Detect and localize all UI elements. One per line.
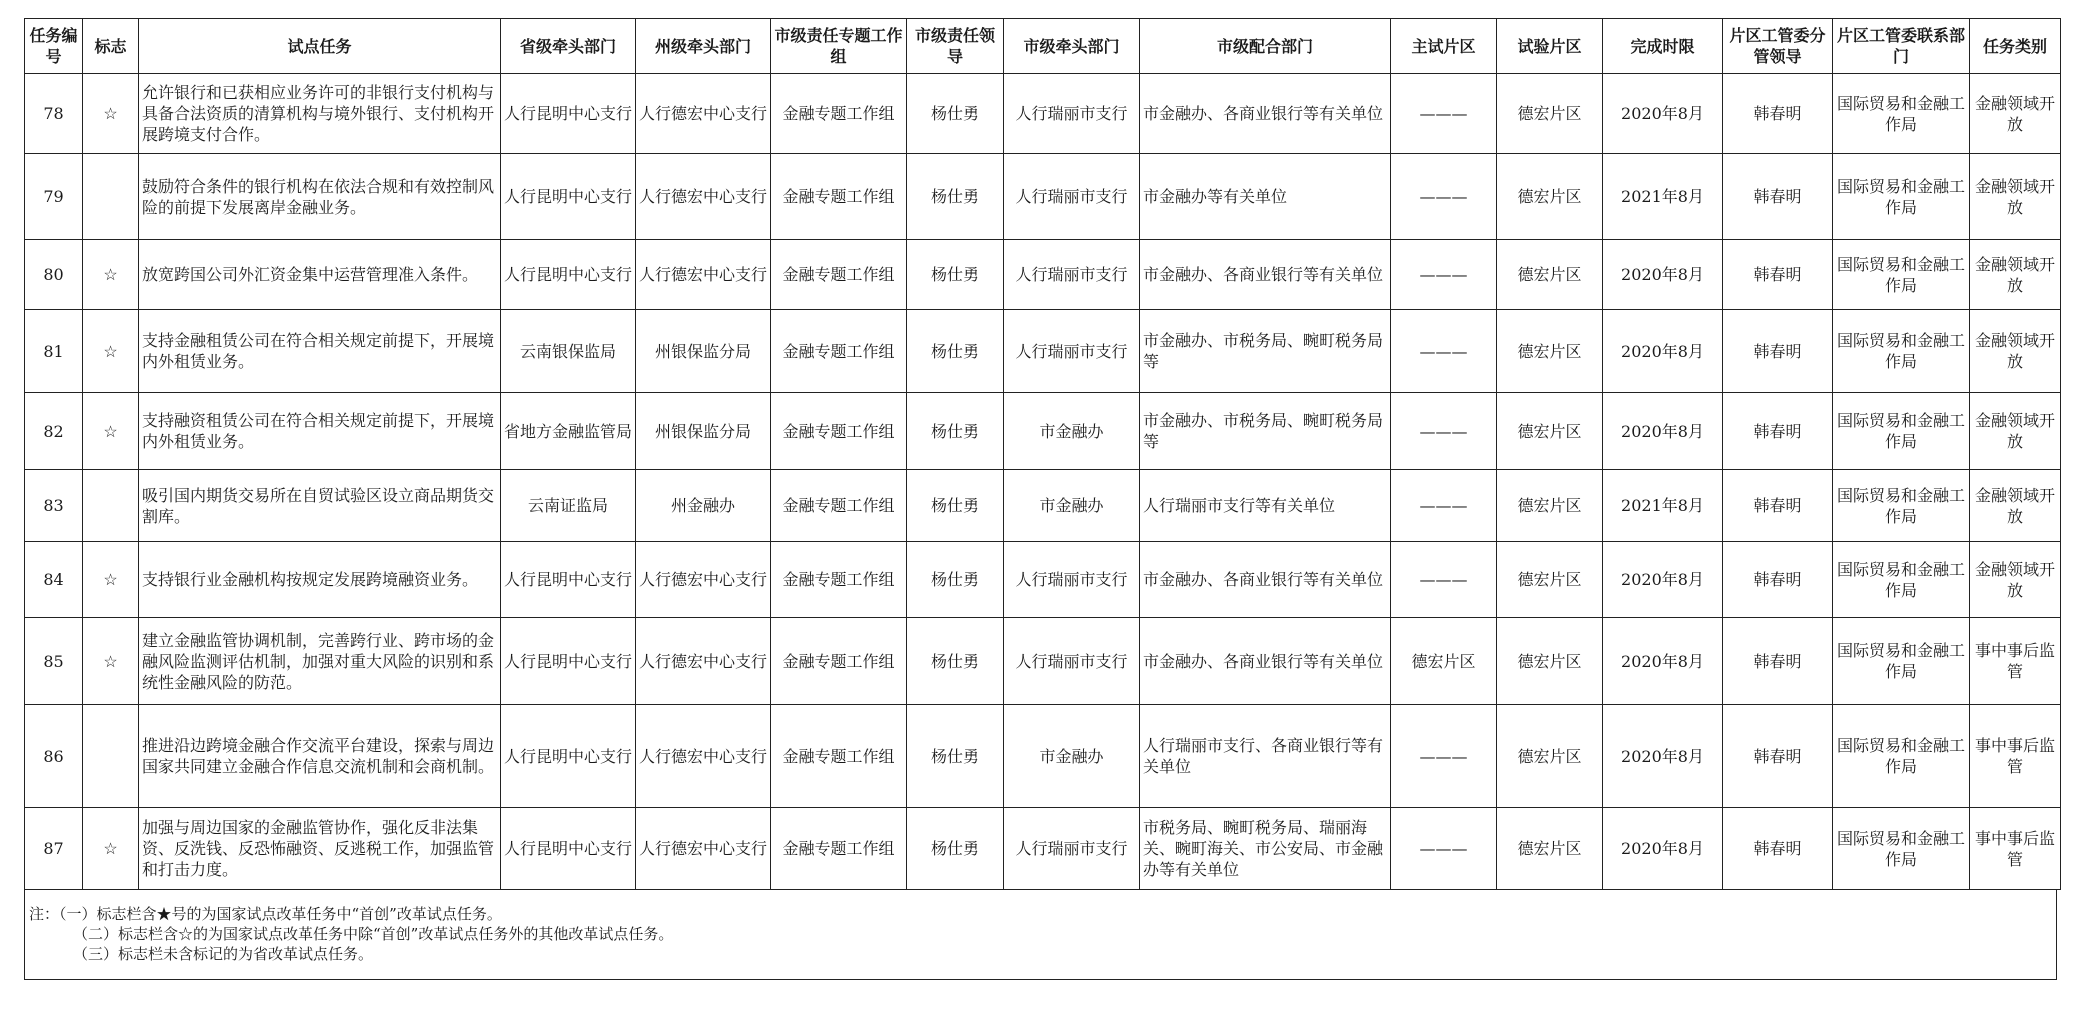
mark-cell	[83, 154, 139, 240]
note-text-1: （一）标志栏含★号的为国家试点改革任务中“首创”改革试点任务。	[59, 905, 502, 923]
task-id-cell: 84	[25, 542, 83, 618]
mark-cell: ☆	[83, 808, 139, 890]
col-header-trial-zone: 试验片区	[1497, 19, 1603, 74]
task-cell: 建立金融监管协调机制，完善跨行业、跨市场的金融风险监测评估机制，加强对重大风险的识别和系统性金融风险的防范。	[139, 618, 501, 705]
prefecture-lead-cell: 人行德宏中心支行	[636, 542, 771, 618]
working-group-cell: 金融专题工作组	[771, 74, 907, 154]
table-row	[25, 310, 2061, 393]
zone-leader-cell: 韩春明	[1723, 542, 1833, 618]
task-id-cell: 79	[25, 154, 83, 240]
provincial-lead-cell: 云南证监局	[501, 470, 636, 542]
working-group-cell: 金融专题工作组	[771, 618, 907, 705]
provincial-lead-cell: 人行昆明中心支行	[501, 705, 636, 808]
zone-contact-cell: 国际贸易和金融工作局	[1833, 240, 1970, 310]
provincial-lead-cell: 省地方金融监管局	[501, 393, 636, 470]
main-zone-cell: ———	[1391, 393, 1497, 470]
main-zone-cell: 德宏片区	[1391, 618, 1497, 705]
working-group-cell: 金融专题工作组	[771, 240, 907, 310]
zone-leader-cell: 韩春明	[1723, 618, 1833, 705]
task-id-cell: 87	[25, 808, 83, 890]
col-header-deadline: 完成时限	[1603, 19, 1723, 74]
trial-zone-cell: 德宏片区	[1497, 240, 1603, 310]
working-group-cell: 金融专题工作组	[771, 542, 907, 618]
mark-cell: ☆	[83, 542, 139, 618]
task-id-cell: 85	[25, 618, 83, 705]
working-group-cell: 金融专题工作组	[771, 470, 907, 542]
deadline-cell: 2020年8月	[1603, 393, 1723, 470]
col-header-category: 任务类别	[1970, 19, 2061, 74]
deadline-cell: 2021年8月	[1603, 154, 1723, 240]
trial-zone-cell: 德宏片区	[1497, 310, 1603, 393]
main-zone-cell: ———	[1391, 542, 1497, 618]
trial-zone-cell: 德宏片区	[1497, 470, 1603, 542]
city-lead-dept-cell: 市金融办	[1004, 705, 1140, 808]
zone-contact-cell: 国际贸易和金融工作局	[1833, 542, 1970, 618]
main-zone-cell: ———	[1391, 240, 1497, 310]
main-zone-cell: ———	[1391, 310, 1497, 393]
col-header-task: 试点任务	[139, 19, 501, 74]
zone-leader-cell: 韩春明	[1723, 240, 1833, 310]
city-lead-dept-cell: 人行瑞丽市支行	[1004, 808, 1140, 890]
zone-leader-cell: 韩春明	[1723, 808, 1833, 890]
main-zone-cell: ———	[1391, 705, 1497, 808]
prefecture-lead-cell: 人行德宏中心支行	[636, 74, 771, 154]
col-header-city-lead-dept: 市级牵头部门	[1004, 19, 1140, 74]
mark-cell	[83, 470, 139, 542]
zone-leader-cell: 韩春明	[1723, 310, 1833, 393]
category-cell: 金融领域开放	[1970, 240, 2061, 310]
working-group-cell: 金融专题工作组	[771, 310, 907, 393]
task-id-cell: 82	[25, 393, 83, 470]
main-zone-cell: ———	[1391, 154, 1497, 240]
trial-zone-cell: 德宏片区	[1497, 705, 1603, 808]
deadline-cell: 2020年8月	[1603, 705, 1723, 808]
deadline-cell: 2020年8月	[1603, 74, 1723, 154]
note-line-3: （三）标志栏未含标记的为省改革试点任务。	[73, 945, 374, 963]
coop-depts-cell: 市金融办、市税务局、畹町税务局等	[1140, 393, 1391, 470]
provincial-lead-cell: 人行昆明中心支行	[501, 808, 636, 890]
zone-contact-cell: 国际贸易和金融工作局	[1833, 310, 1970, 393]
provincial-lead-cell: 人行昆明中心支行	[501, 240, 636, 310]
trial-zone-cell: 德宏片区	[1497, 393, 1603, 470]
note-line-1	[25, 904, 2056, 924]
trial-zone-cell: 德宏片区	[1497, 542, 1603, 618]
coop-depts-cell: 市金融办、各商业银行等有关单位	[1140, 240, 1391, 310]
table-row	[25, 705, 2061, 808]
notes-box	[24, 890, 2057, 980]
table-row	[25, 542, 2061, 618]
task-cell: 吸引国内期货交易所在自贸试验区设立商品期货交割库。	[139, 470, 501, 542]
zone-contact-cell: 国际贸易和金融工作局	[1833, 808, 1970, 890]
prefecture-lead-cell: 人行德宏中心支行	[636, 240, 771, 310]
city-leader-cell: 杨仕勇	[907, 618, 1004, 705]
task-cell: 加强与周边国家的金融监管协作，强化反非法集资、反洗钱、反恐怖融资、反逃税工作，加强监管和打击力度。	[139, 808, 501, 890]
category-cell: 金融领域开放	[1970, 154, 2061, 240]
col-header-city-leader: 市级责任领导	[907, 19, 1004, 74]
zone-contact-cell: 国际贸易和金融工作局	[1833, 154, 1970, 240]
col-header-working-group: 市级责任专题工作组	[771, 19, 907, 74]
category-cell: 金融领域开放	[1970, 470, 2061, 542]
city-leader-cell: 杨仕勇	[907, 74, 1004, 154]
col-header-mark: 标志	[83, 19, 139, 74]
category-cell: 金融领域开放	[1970, 310, 2061, 393]
city-leader-cell: 杨仕勇	[907, 310, 1004, 393]
city-leader-cell: 杨仕勇	[907, 808, 1004, 890]
main-zone-cell: ———	[1391, 470, 1497, 542]
trial-zone-cell: 德宏片区	[1497, 154, 1603, 240]
trial-zone-cell: 德宏片区	[1497, 618, 1603, 705]
provincial-lead-cell: 云南银保监局	[501, 310, 636, 393]
provincial-lead-cell: 人行昆明中心支行	[501, 74, 636, 154]
table-row	[25, 154, 2061, 240]
provincial-lead-cell: 人行昆明中心支行	[501, 618, 636, 705]
city-leader-cell: 杨仕勇	[907, 705, 1004, 808]
prefecture-lead-cell: 州银保监分局	[636, 393, 771, 470]
mark-cell: ☆	[83, 240, 139, 310]
task-id-cell: 86	[25, 705, 83, 808]
zone-contact-cell: 国际贸易和金融工作局	[1833, 705, 1970, 808]
task-table	[24, 18, 2061, 890]
zone-contact-cell: 国际贸易和金融工作局	[1833, 393, 1970, 470]
col-header-task-id: 任务编号	[25, 19, 83, 74]
category-cell: 事中事后监管	[1970, 705, 2061, 808]
task-cell: 允许银行和已获相应业务许可的非银行支付机构与具备合法资质的清算机构与境外银行、支付机构开展跨境支付合作。	[139, 74, 501, 154]
zone-leader-cell: 韩春明	[1723, 470, 1833, 542]
coop-depts-cell: 市金融办、市税务局、畹町税务局等	[1140, 310, 1391, 393]
prefecture-lead-cell: 州银保监分局	[636, 310, 771, 393]
prefecture-lead-cell: 州金融办	[636, 470, 771, 542]
city-lead-dept-cell: 人行瑞丽市支行	[1004, 618, 1140, 705]
coop-depts-cell: 人行瑞丽市支行等有关单位	[1140, 470, 1391, 542]
city-lead-dept-cell: 市金融办	[1004, 393, 1140, 470]
coop-depts-cell: 人行瑞丽市支行、各商业银行等有关单位	[1140, 705, 1391, 808]
deadline-cell: 2020年8月	[1603, 240, 1723, 310]
city-lead-dept-cell: 人行瑞丽市支行	[1004, 310, 1140, 393]
col-header-coop-depts: 市级配合部门	[1140, 19, 1391, 74]
table-row	[25, 808, 2061, 890]
deadline-cell: 2020年8月	[1603, 618, 1723, 705]
deadline-cell: 2020年8月	[1603, 808, 1723, 890]
task-id-cell: 83	[25, 470, 83, 542]
provincial-lead-cell: 人行昆明中心支行	[501, 154, 636, 240]
category-cell: 金融领域开放	[1970, 542, 2061, 618]
city-leader-cell: 杨仕勇	[907, 393, 1004, 470]
col-header-main-zone: 主试片区	[1391, 19, 1497, 74]
prefecture-lead-cell: 人行德宏中心支行	[636, 808, 771, 890]
city-leader-cell: 杨仕勇	[907, 470, 1004, 542]
col-header-prefecture-lead: 州级牵头部门	[636, 19, 771, 74]
zone-contact-cell: 国际贸易和金融工作局	[1833, 470, 1970, 542]
prefecture-lead-cell: 人行德宏中心支行	[636, 618, 771, 705]
mark-cell: ☆	[83, 393, 139, 470]
provincial-lead-cell: 人行昆明中心支行	[501, 542, 636, 618]
zone-leader-cell: 韩春明	[1723, 705, 1833, 808]
table-header-row	[25, 19, 2061, 74]
city-lead-dept-cell: 人行瑞丽市支行	[1004, 542, 1140, 618]
table-row	[25, 240, 2061, 310]
city-lead-dept-cell: 人行瑞丽市支行	[1004, 154, 1140, 240]
coop-depts-cell: 市金融办、各商业银行等有关单位	[1140, 618, 1391, 705]
trial-zone-cell: 德宏片区	[1497, 808, 1603, 890]
task-cell: 放宽跨国公司外汇资金集中运营管理准入条件。	[139, 240, 501, 310]
deadline-cell: 2020年8月	[1603, 310, 1723, 393]
deadline-cell: 2021年8月	[1603, 470, 1723, 542]
prefecture-lead-cell: 人行德宏中心支行	[636, 705, 771, 808]
document-page	[24, 18, 2060, 980]
table-row	[25, 618, 2061, 705]
category-cell: 金融领域开放	[1970, 74, 2061, 154]
table-row	[25, 470, 2061, 542]
city-leader-cell: 杨仕勇	[907, 542, 1004, 618]
table-row	[25, 393, 2061, 470]
coop-depts-cell: 市税务局、畹町税务局、瑞丽海关、畹町海关、市公安局、市金融办等有关单位	[1140, 808, 1391, 890]
note-line-2: （二）标志栏含☆的为国家试点改革任务中除“首创”改革试点任务外的其他改革试点任务。	[73, 925, 674, 943]
zone-contact-cell: 国际贸易和金融工作局	[1833, 618, 1970, 705]
city-lead-dept-cell: 人行瑞丽市支行	[1004, 74, 1140, 154]
main-zone-cell: ———	[1391, 74, 1497, 154]
working-group-cell: 金融专题工作组	[771, 808, 907, 890]
prefecture-lead-cell: 人行德宏中心支行	[636, 154, 771, 240]
city-lead-dept-cell: 人行瑞丽市支行	[1004, 240, 1140, 310]
working-group-cell: 金融专题工作组	[771, 705, 907, 808]
zone-contact-cell: 国际贸易和金融工作局	[1833, 74, 1970, 154]
city-lead-dept-cell: 市金融办	[1004, 470, 1140, 542]
task-cell: 支持银行业金融机构按规定发展跨境融资业务。	[139, 542, 501, 618]
coop-depts-cell: 市金融办等有关单位	[1140, 154, 1391, 240]
task-cell: 支持金融租赁公司在符合相关规定前提下，开展境内外租赁业务。	[139, 310, 501, 393]
task-cell: 推进沿边跨境金融合作交流平台建设，探索与周边国家共同建立金融合作信息交流机制和会商机制。	[139, 705, 501, 808]
mark-cell	[83, 705, 139, 808]
deadline-cell: 2020年8月	[1603, 542, 1723, 618]
col-header-provincial-lead: 省级牵头部门	[501, 19, 636, 74]
zone-leader-cell: 韩春明	[1723, 393, 1833, 470]
task-id-cell: 81	[25, 310, 83, 393]
task-id-cell: 80	[25, 240, 83, 310]
table-row	[25, 74, 2061, 154]
coop-depts-cell: 市金融办、各商业银行等有关单位	[1140, 74, 1391, 154]
coop-depts-cell: 市金融办、各商业银行等有关单位	[1140, 542, 1391, 618]
task-cell: 鼓励符合条件的银行机构在依法合规和有效控制风险的前提下发展离岸金融业务。	[139, 154, 501, 240]
mark-cell: ☆	[83, 74, 139, 154]
city-leader-cell: 杨仕勇	[907, 240, 1004, 310]
mark-cell: ☆	[83, 310, 139, 393]
task-cell: 支持融资租赁公司在符合相关规定前提下，开展境内外租赁业务。	[139, 393, 501, 470]
col-header-zone-leader: 片区工管委分管领导	[1723, 19, 1833, 74]
task-id-cell: 78	[25, 74, 83, 154]
main-zone-cell: ———	[1391, 808, 1497, 890]
col-header-zone-contact: 片区工管委联系部门	[1833, 19, 1970, 74]
category-cell: 金融领域开放	[1970, 393, 2061, 470]
mark-cell: ☆	[83, 618, 139, 705]
working-group-cell: 金融专题工作组	[771, 154, 907, 240]
zone-leader-cell: 韩春明	[1723, 74, 1833, 154]
category-cell: 事中事后监管	[1970, 808, 2061, 890]
trial-zone-cell: 德宏片区	[1497, 74, 1603, 154]
city-leader-cell: 杨仕勇	[907, 154, 1004, 240]
category-cell: 事中事后监管	[1970, 618, 2061, 705]
zone-leader-cell: 韩春明	[1723, 154, 1833, 240]
working-group-cell: 金融专题工作组	[771, 393, 907, 470]
note-prefix: 注：	[29, 905, 60, 923]
